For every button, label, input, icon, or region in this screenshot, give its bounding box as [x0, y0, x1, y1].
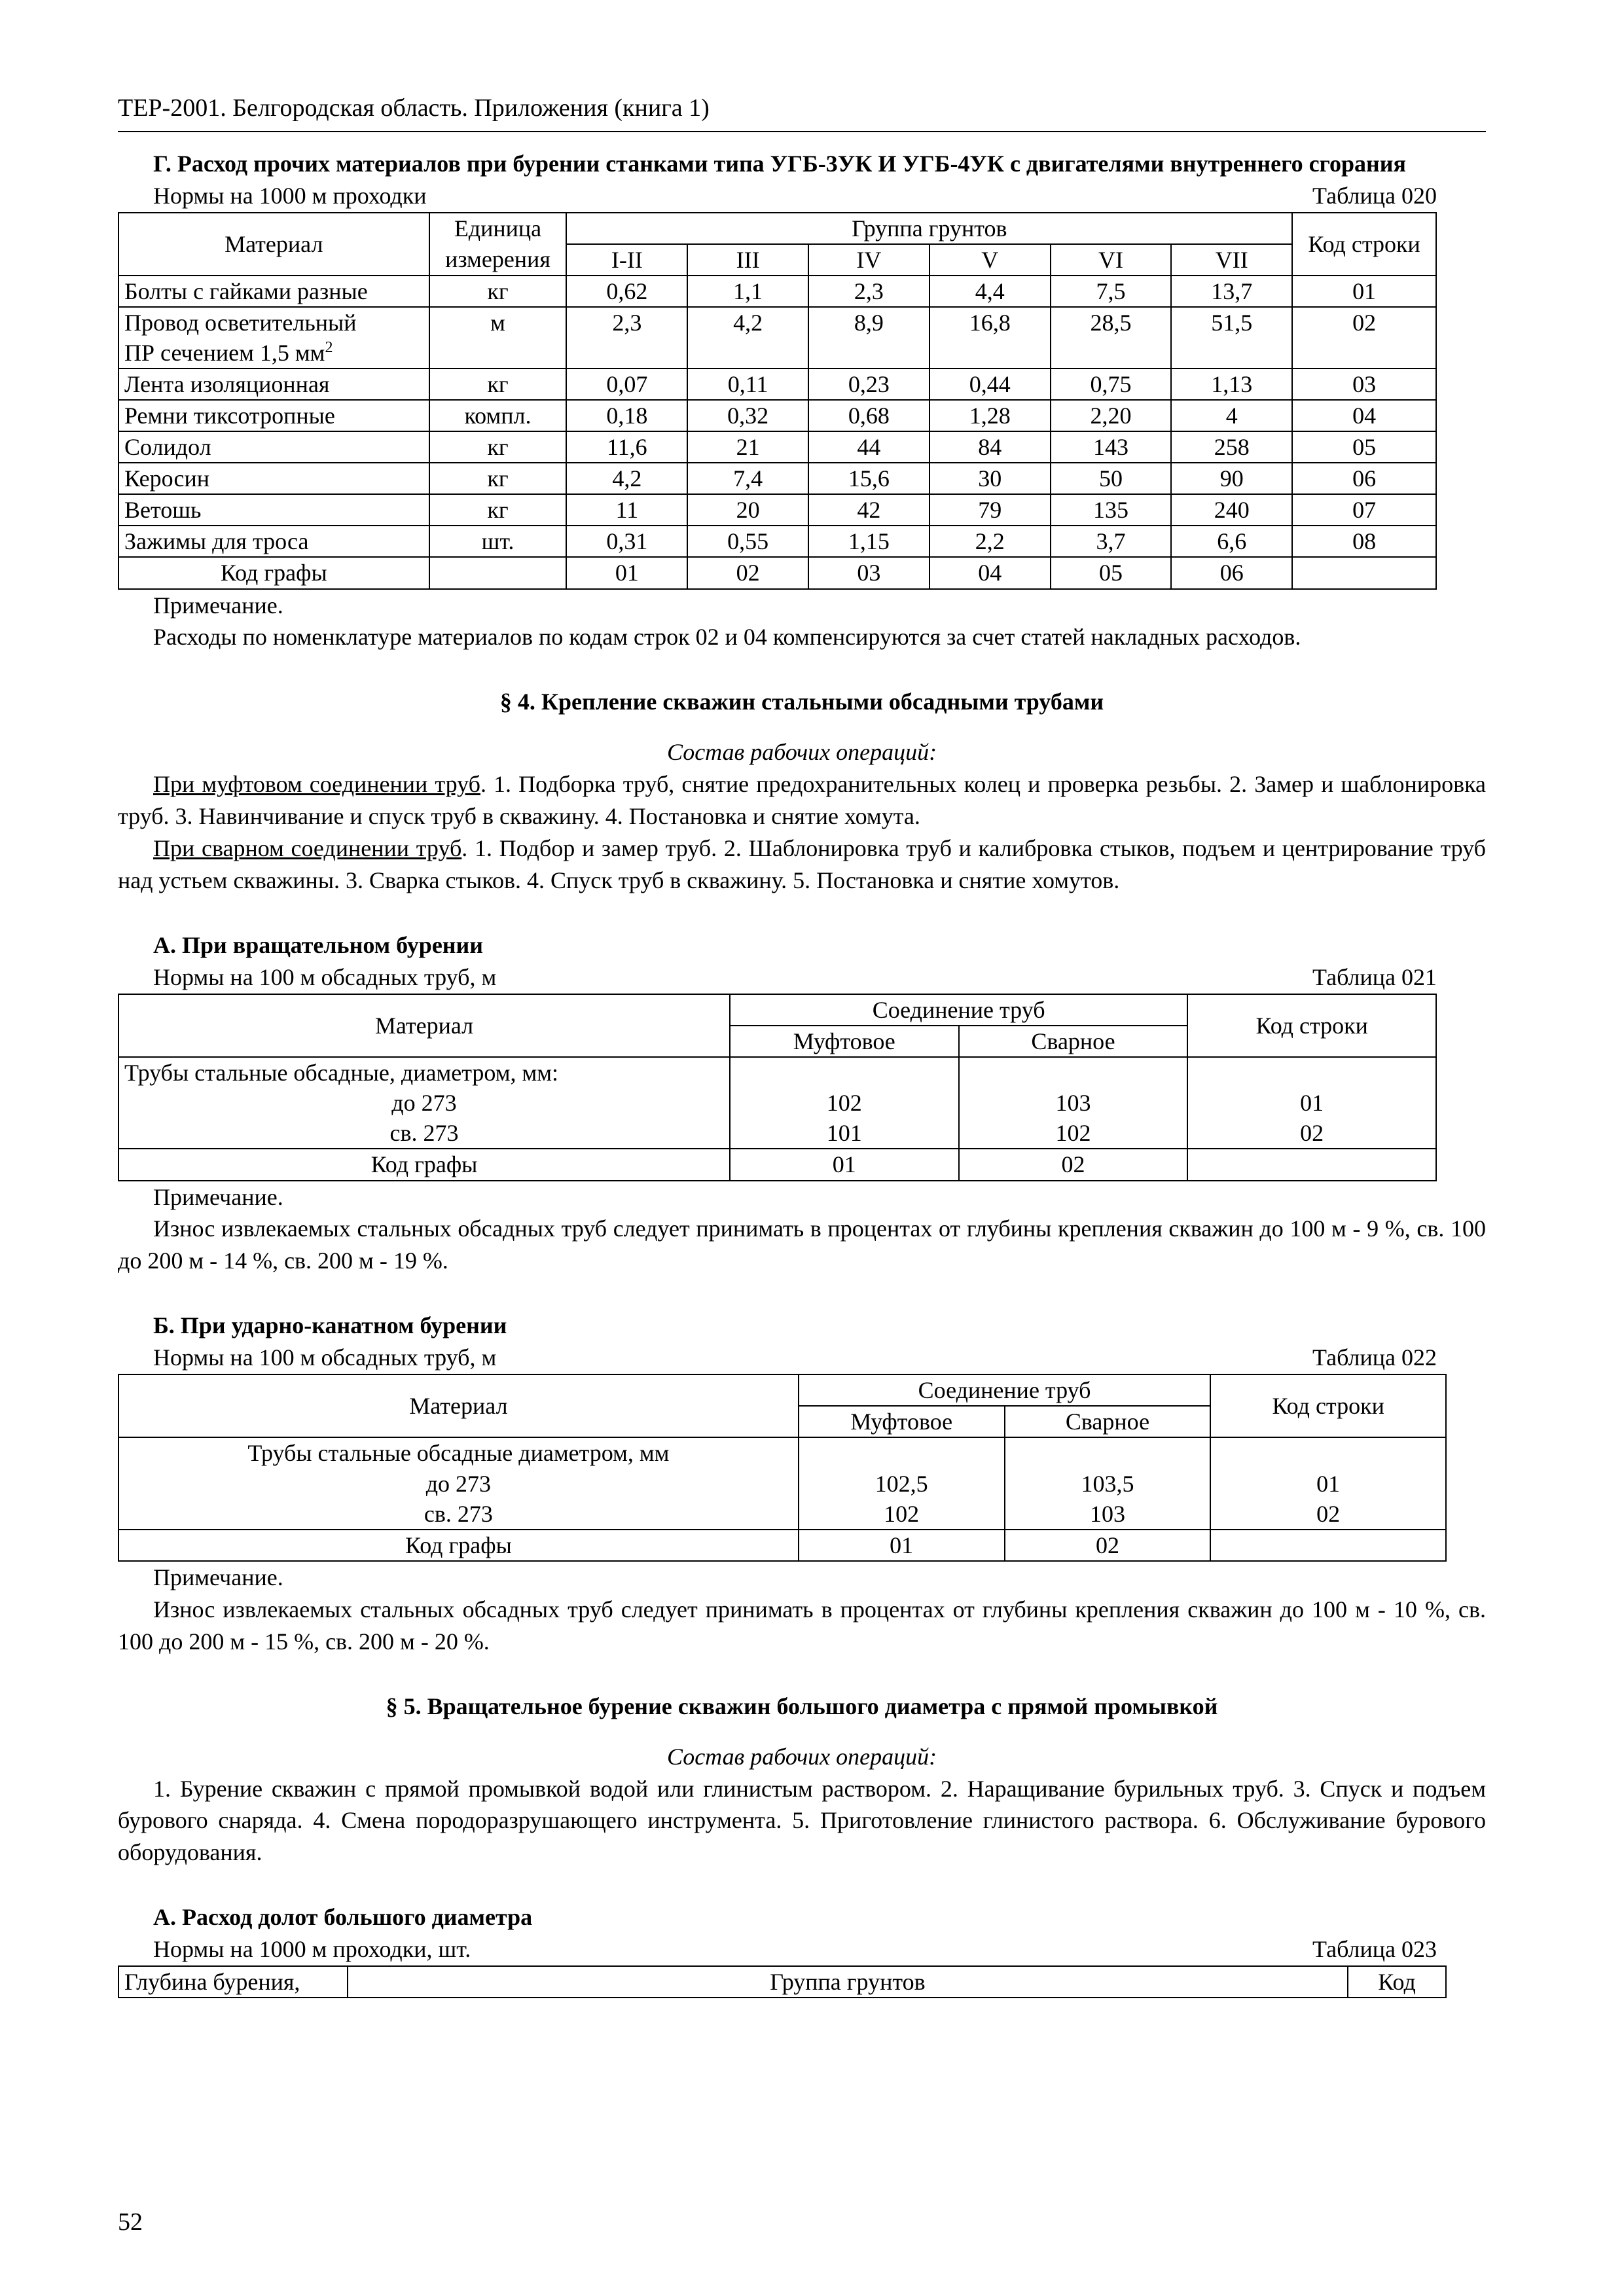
row-unit: компл.: [429, 400, 567, 431]
row-value: 0,68: [808, 400, 929, 431]
table-022-caption: [118, 1342, 1486, 1374]
graph-code-row: [118, 1149, 1436, 1180]
col-header-unit-2: измерения: [429, 244, 567, 276]
col-header-code: Код строки: [1187, 994, 1436, 1057]
row-value: 4,4: [929, 276, 1051, 307]
row-value: 102: [1055, 1120, 1091, 1147]
row-values-welded: [1005, 1437, 1211, 1529]
row-unit: м: [429, 307, 567, 368]
row-value: 103,5: [1081, 1470, 1134, 1497]
row-code: 05: [1292, 431, 1436, 463]
superscript: 2: [325, 338, 333, 356]
col-header-depth: Глубина бурения,: [118, 1966, 348, 1998]
col-header-material: Материал: [118, 213, 429, 276]
row-value: 20: [687, 494, 808, 526]
row-value: 4,2: [687, 307, 808, 368]
row-name: [118, 307, 429, 368]
graph-code: 01: [799, 1530, 1005, 1561]
row-value: 1,13: [1171, 368, 1292, 400]
table-row: [118, 494, 1436, 526]
note-label: Примечание.: [153, 1183, 283, 1210]
row-unit: кг: [429, 431, 567, 463]
group-header: III: [687, 244, 808, 276]
graph-code: 02: [959, 1149, 1188, 1180]
table-020-caption: [118, 180, 1486, 212]
row-unit: кг: [429, 368, 567, 400]
row-name: [118, 1057, 730, 1149]
row-label: до 273: [425, 1470, 492, 1497]
graph-code: 01: [730, 1149, 959, 1180]
table-023: [118, 1965, 1447, 1998]
row-value: 2,3: [808, 276, 929, 307]
table-row: [118, 1437, 1446, 1529]
row-codes: [1210, 1437, 1446, 1529]
graph-code: 01: [566, 557, 687, 588]
row-name: Солидол: [118, 431, 429, 463]
row-value: 84: [929, 431, 1051, 463]
table-row: [118, 307, 1436, 368]
table-020-norms: Нормы на 1000 м проходки: [153, 182, 427, 209]
row-value: 90: [1171, 463, 1292, 494]
group-header: VI: [1051, 244, 1172, 276]
note-text: Износ извлекаемых стальных обсадных труб следует принимать в процентах от глубины крепления скважин до 100 м - 9 %, св. 100 до 200 м - 14 %, св. 200 м - 19 %.: [118, 1215, 1486, 1274]
graph-code: 02: [687, 557, 808, 588]
row-value: 135: [1051, 494, 1172, 526]
graph-code: 02: [1005, 1530, 1211, 1561]
row-name: Лента изоляционная: [118, 368, 429, 400]
section-4-title: § 4. Крепление скважин стальными обсадными трубами: [499, 689, 1104, 715]
row-value: 101: [826, 1120, 862, 1147]
row-value: 11: [566, 494, 687, 526]
row-code: 07: [1292, 494, 1436, 526]
note-label: Примечание.: [153, 1564, 283, 1590]
row-label: св. 273: [424, 1500, 493, 1527]
document-page: [118, 92, 1486, 1998]
ops-label: Состав рабочих операций:: [666, 1743, 937, 1770]
row-value: 103: [1089, 1500, 1125, 1527]
row-value: 79: [929, 494, 1051, 526]
row-value: 0,62: [566, 276, 687, 307]
row-value: 0,11: [687, 368, 808, 400]
row-code: 08: [1292, 526, 1436, 557]
graph-code-label: Код графы: [118, 1149, 730, 1180]
row-name-line2: ПР сечением 1,5 мм: [124, 339, 325, 366]
col-header-coupling: Муфтовое: [730, 1026, 959, 1057]
row-value: 11,6: [566, 431, 687, 463]
section-5-title: § 5. Вращательное бурение скважин большого диаметра с прямой промывкой: [386, 1693, 1218, 1719]
unit-header-line1: Единица: [454, 215, 542, 242]
row-value: 103: [1055, 1090, 1091, 1117]
row-value: 2,20: [1051, 400, 1172, 431]
table-023-caption: [118, 1933, 1486, 1965]
running-title: ТЕР-2001. Белгородская область. Приложения (книга 1): [118, 92, 1486, 132]
graph-code: 03: [808, 557, 929, 588]
row-value: 8,9: [808, 307, 929, 368]
graph-code: 06: [1171, 557, 1292, 588]
col-header-code: Код строки: [1292, 213, 1436, 276]
row-value: 1,28: [929, 400, 1051, 431]
table-020-number: Таблица 020: [1312, 182, 1437, 209]
table-021-norms: Нормы на 100 м обсадных труб, м: [153, 964, 497, 991]
row-value: 16,8: [929, 307, 1051, 368]
row-name: Ремни тиксотропные: [118, 400, 429, 431]
section-a-title: А. При вращательном бурении: [153, 932, 484, 959]
row-value: 6,6: [1171, 526, 1292, 557]
row-value: 13,7: [1171, 276, 1292, 307]
row-name: Болты с гайками разные: [118, 276, 429, 307]
row-value: 50: [1051, 463, 1172, 494]
row-value: 1,15: [808, 526, 929, 557]
row-value: 21: [687, 431, 808, 463]
row-code: 01: [1300, 1090, 1324, 1117]
row-value: 3,7: [1051, 526, 1172, 557]
row-code: 01: [1316, 1470, 1341, 1497]
row-values-coupling: [730, 1057, 959, 1149]
table-022-number: Таблица 022: [1312, 1344, 1437, 1371]
row-code: 01: [1292, 276, 1436, 307]
row-value: 42: [808, 494, 929, 526]
graph-code-label: Код графы: [118, 1530, 799, 1561]
table-023-norms: Нормы на 1000 м проходки, шт.: [153, 1936, 471, 1963]
col-header-group: Группа грунтов: [348, 1966, 1348, 1998]
group-header: IV: [808, 244, 929, 276]
row-name: Керосин: [118, 463, 429, 494]
section-g-title: Г. Расход прочих материалов при бурении станками типа УГБ-3УК И УГБ-4УК с двигателями внутреннего сгорания: [153, 150, 1406, 177]
row-code: 03: [1292, 368, 1436, 400]
row-value: 0,75: [1051, 368, 1172, 400]
col-header-code: Код: [1348, 1966, 1446, 1998]
empty-cell: [1292, 557, 1436, 588]
ops-label: Состав рабочих операций:: [666, 739, 937, 766]
row-group-label: Трубы стальные обсадные, диаметром, мм:: [124, 1060, 559, 1086]
row-value: 51,5: [1171, 307, 1292, 368]
graph-code-label: Код графы: [118, 557, 429, 588]
group-header: I-II: [566, 244, 687, 276]
row-name-line1: Провод осветительный: [124, 309, 357, 336]
ops-lead-coupling: При муфтовом соединении труб: [153, 771, 480, 798]
table-row: [118, 1057, 1436, 1149]
table-row: [118, 368, 1436, 400]
row-code: 04: [1292, 400, 1436, 431]
row-value: 15,6: [808, 463, 929, 494]
group-header: VII: [1171, 244, 1292, 276]
ops-text: 1. Бурение скважин с прямой промывкой водой или глинистым раствором. 2. Наращивание бурильных труб. 3. Спуск и подъем бурового снаряда. 4. Смена породоразрушающего инструмента. 5. Приготовление глинистого раствора. 6. Обслуживание бурового оборудования.: [118, 1775, 1486, 1866]
row-code: 02: [1292, 307, 1436, 368]
row-label: св. 273: [389, 1120, 459, 1147]
group-header: V: [929, 244, 1051, 276]
row-unit: кг: [429, 276, 567, 307]
row-value: 2,2: [929, 526, 1051, 557]
table-022: [118, 1374, 1447, 1561]
row-unit: кг: [429, 494, 567, 526]
col-header-welded: Сварное: [1005, 1406, 1211, 1437]
table-row: [118, 400, 1436, 431]
row-value: 0,55: [687, 526, 808, 557]
row-value: 44: [808, 431, 929, 463]
graph-code: 05: [1051, 557, 1172, 588]
row-codes: [1187, 1057, 1436, 1149]
col-header-joint: Соединение труб: [799, 1374, 1211, 1406]
row-value: 2,3: [566, 307, 687, 368]
col-header-unit: [429, 213, 567, 244]
section-b-title: Б. При ударно-канатном бурении: [153, 1312, 507, 1339]
row-name: Зажимы для троса: [118, 526, 429, 557]
table-021: [118, 994, 1437, 1181]
section-5a-title: А. Расход долот большого диаметра: [153, 1904, 533, 1931]
row-name: [118, 1437, 799, 1529]
row-unit: кг: [429, 463, 567, 494]
row-name: Ветошь: [118, 494, 429, 526]
col-header-coupling: Муфтовое: [799, 1406, 1005, 1437]
empty-cell: [1187, 1149, 1436, 1180]
row-value: 0,18: [566, 400, 687, 431]
row-group-label: Трубы стальные обсадные диаметром, мм: [247, 1440, 670, 1467]
row-value: 102: [884, 1500, 920, 1527]
row-value: 4: [1171, 400, 1292, 431]
row-value: 30: [929, 463, 1051, 494]
row-value: 240: [1171, 494, 1292, 526]
col-header-group: Группа грунтов: [566, 213, 1292, 244]
note-text: Износ извлекаемых стальных обсадных труб следует принимать в процентах от глубины крепления скважин до 100 м - 10 %, св. 100 до 200 м - 15 %, св. 200 м - 20 %.: [118, 1596, 1486, 1655]
graph-code: 04: [929, 557, 1051, 588]
row-value: 0,31: [566, 526, 687, 557]
table-020: [118, 212, 1437, 590]
row-value: 1,1: [687, 276, 808, 307]
row-value: 143: [1051, 431, 1172, 463]
row-code: 02: [1300, 1120, 1324, 1147]
ops-paragraph-coupling: [118, 768, 1486, 833]
table-row: [118, 463, 1436, 494]
table-row: [118, 276, 1436, 307]
note-label: Примечание.: [153, 592, 283, 619]
row-code: 06: [1292, 463, 1436, 494]
empty-cell: [1210, 1530, 1446, 1561]
col-header-welded: Сварное: [959, 1026, 1188, 1057]
row-value: 0,07: [566, 368, 687, 400]
row-value: 7,5: [1051, 276, 1172, 307]
row-value: 0,32: [687, 400, 808, 431]
ops-text-coupling: . 1. Подборка труб, снятие предохранительных колец и проверка резьбы. 2. Замер и шаблонировка труб. 3. Навинчивание и спуск труб в скважину. 4. Постановка и снятие хомута.: [118, 771, 1486, 830]
col-header-material: Материал: [118, 994, 730, 1057]
col-header-material: Материал: [118, 1374, 799, 1437]
ops-paragraph-welded: [118, 833, 1486, 897]
col-header-code: Код строки: [1210, 1374, 1446, 1437]
table-row: [118, 431, 1436, 463]
row-value: 0,44: [929, 368, 1051, 400]
table-021-caption: [118, 961, 1486, 994]
row-unit: шт.: [429, 526, 567, 557]
table-021-number: Таблица 021: [1312, 964, 1437, 991]
table-row: [118, 526, 1436, 557]
row-value: 7,4: [687, 463, 808, 494]
row-value: 258: [1171, 431, 1292, 463]
row-values-coupling: [799, 1437, 1005, 1529]
graph-code-row: [118, 557, 1436, 588]
row-value: 102: [826, 1090, 862, 1117]
row-value: 102,5: [875, 1470, 928, 1497]
graph-code-row: [118, 1530, 1446, 1561]
row-value: 28,5: [1051, 307, 1172, 368]
row-value: 0,23: [808, 368, 929, 400]
row-label: до 273: [391, 1090, 457, 1117]
table-023-number: Таблица 023: [1312, 1936, 1437, 1963]
table-022-norms: Нормы на 100 м обсадных труб, м: [153, 1344, 497, 1371]
row-values-welded: [959, 1057, 1188, 1149]
ops-text-welded: . 1. Подбор и замер труб. 2. Шаблонировка труб и калибровка стыков, подъем и центрирование труб над устьем скважины. 3. Сварка стыков. 4. Спуск труб в скважину. 5. Постановка и снятие хомутов.: [118, 835, 1486, 894]
row-value: 4,2: [566, 463, 687, 494]
note-text: Расходы по номенклатуре материалов по кодам строк 02 и 04 компенсируются за счет статей накладных расходов.: [153, 624, 1301, 651]
empty-cell: [429, 557, 567, 588]
col-header-joint: Соединение труб: [730, 994, 1187, 1026]
row-code: 02: [1316, 1500, 1341, 1527]
page-number: 52: [118, 2208, 143, 2236]
ops-lead-welded: При сварном соединении труб: [153, 835, 462, 862]
